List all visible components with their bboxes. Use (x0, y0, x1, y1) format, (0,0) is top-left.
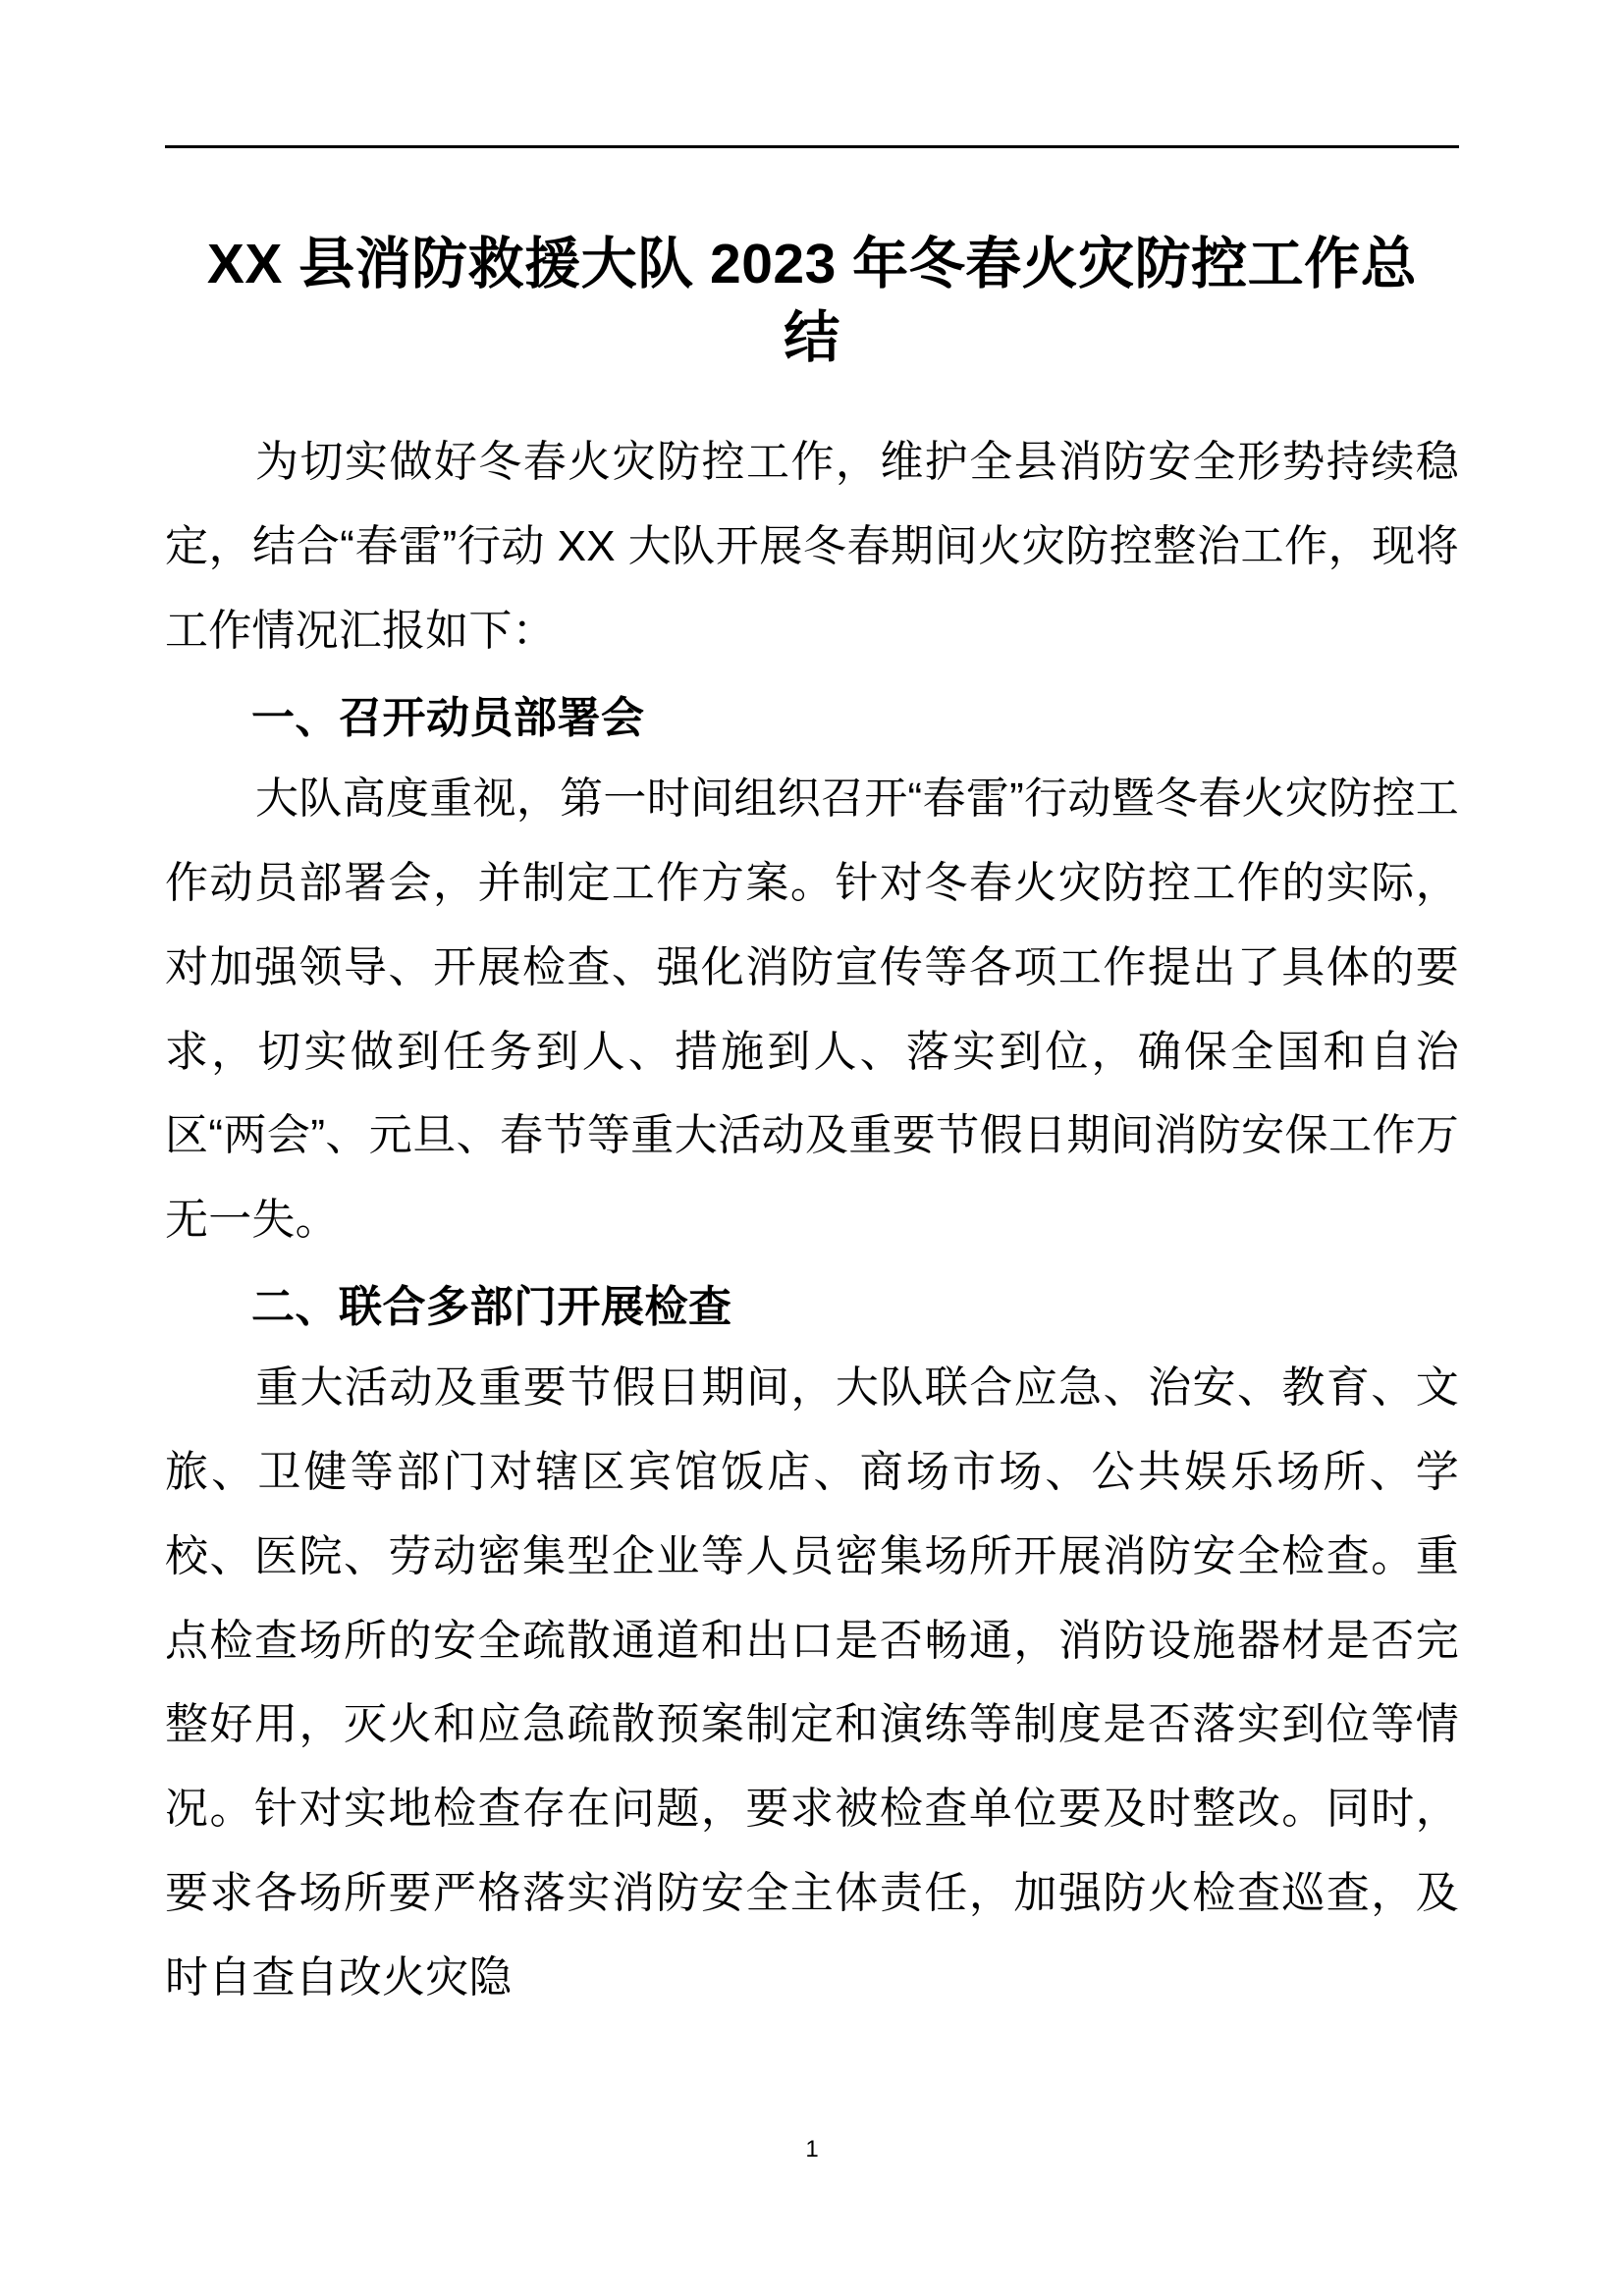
document-body (165, 228, 1459, 2022)
section-heading-two: 二、联合多部门开展检查 (251, 1282, 732, 1331)
page-title-line-2: 总结 (784, 233, 1418, 370)
page-title-line-1: XX 县消防救援大队 2023 年冬春火灾防控工作 (206, 233, 1361, 295)
section-one-paragraph: 大队高度重视，第一时间组织召开“春雷”行动暨冬春火灾防控工作动员部署会，并制定工作方案。针对冬春火灾防控工作的实际，对加强领导、开展检查、强化消防宣传等各项工作提出了具体的要求，切实做到任务到人、措施到人、落实到位，确保全国和自治区“两会”、元旦、春节等重大活动及重要节假日期间消防安保工作万无一失。 (165, 774, 1459, 1245)
intro-paragraph: 为切实做好冬春火灾防控工作，维护全县消防安全形势持续稳定，结合“春雷”行动 XX 大队开展冬春期间火灾防控整治工作，现将工作情况汇报如下： (165, 438, 1459, 656)
section-two-paragraph: 重大活动及重要节假日期间，大队联合应急、治安、教育、文旅、卫健等部门对辖区宾馆饭店、商场市场、公共娱乐场所、学校、医院、劳动密集型企业等人员密集场所开展消防安全检查。重点检查场所的安全疏散通道和出口是否畅通，消防设施器材是否完整好用，灭火和应急疏散预案制定和演练等制度是否落实到位等情况。针对实地检查存在问题，要求被检查单位要及时整改。同时，要求各场所要严格落实消防安全主体责任，加强防火检查巡查，及时自查自改火灾隐 (165, 1363, 1459, 2002)
header-rule (165, 145, 1459, 148)
section-heading-one: 一、召开动员部署会 (251, 693, 645, 742)
page-title (165, 228, 1459, 375)
page-number: 1 (805, 2136, 819, 2163)
